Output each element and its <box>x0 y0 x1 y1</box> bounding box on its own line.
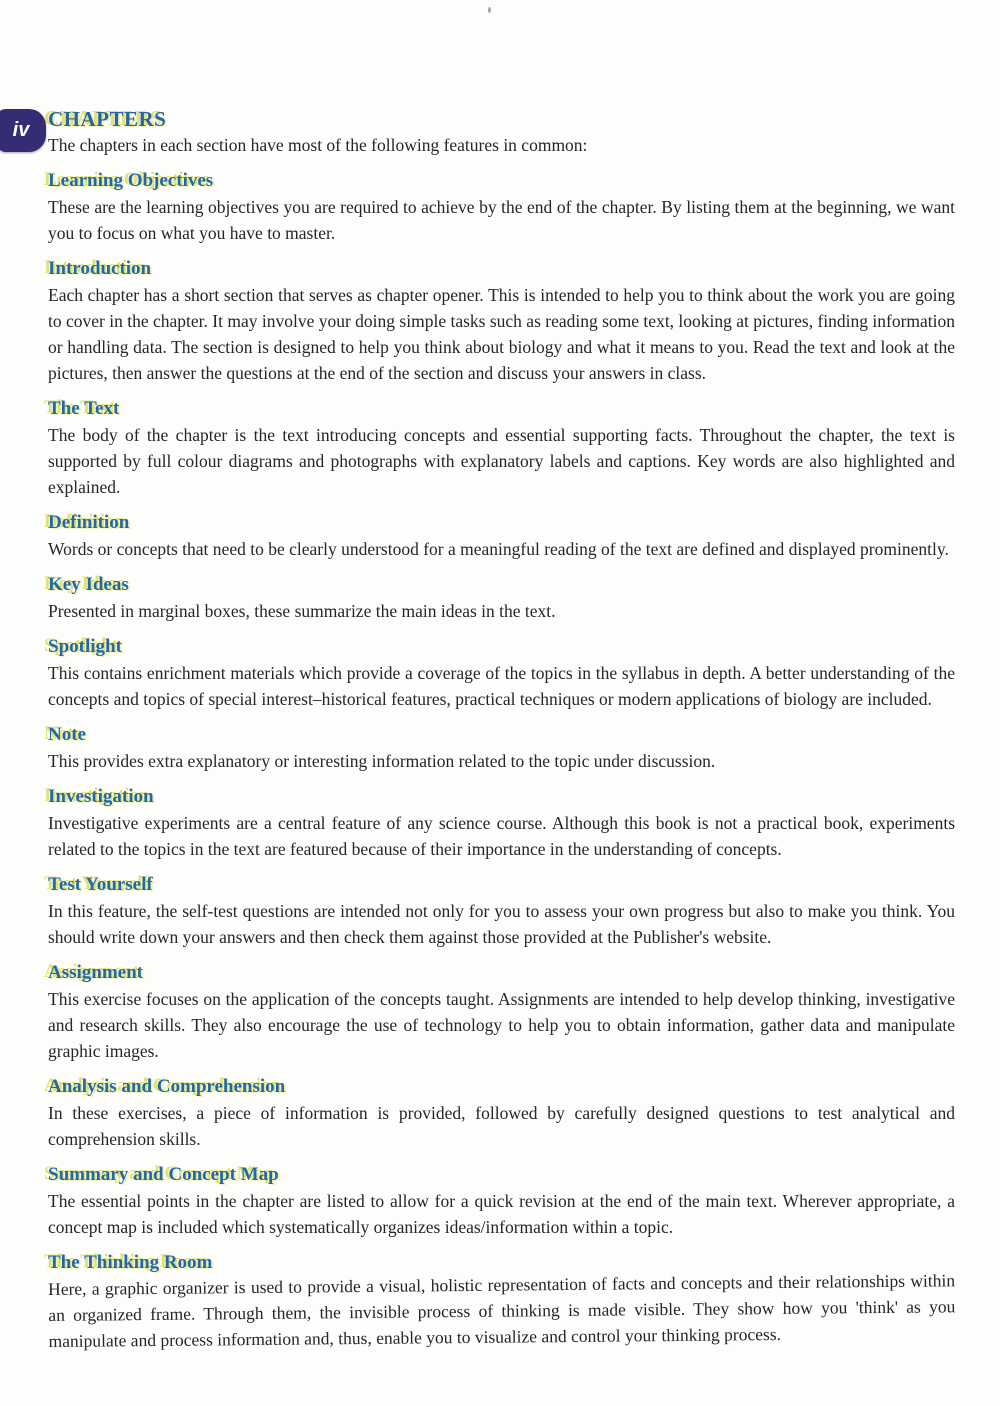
intro-text: The chapters in each section have most of the following features in common: <box>48 135 588 155</box>
section-title: Note <box>48 724 86 745</box>
page-number: iv <box>12 119 30 141</box>
section-title: Analysis and Comprehension <box>48 1076 286 1097</box>
section-body: Presented in marginal boxes, these summarize the main ideas in the text. <box>48 601 556 621</box>
section-title: Investigation <box>48 786 154 807</box>
section-definition <box>48 510 955 562</box>
section-the-thinking-room <box>48 1250 955 1354</box>
section-title: The Text <box>48 398 120 419</box>
section-title: Test Yourself <box>48 874 153 895</box>
section-title: Spotlight <box>48 636 122 657</box>
section-title: Key Ideas <box>48 574 129 595</box>
section-assignment <box>48 960 955 1064</box>
section-body: This contains enrichment materials which provide a coverage of the topics in the syllabus in depth. A better understanding of the concepts and topics of special interest–historical features, practical techniques or modern applications of biology are included. <box>48 663 955 709</box>
section-body: In this feature, the self-test questions are intended not only for you to assess your own progress but also to make you think. You should write down your answers and then check them against those provided at the Publisher's website. <box>48 901 955 947</box>
page-number-badge <box>0 109 46 152</box>
section-note <box>48 722 955 774</box>
section-title: Definition <box>48 512 130 533</box>
scan-artifact-dot <box>488 7 491 13</box>
section-body: The essential points in the chapter are listed to allow for a quick revision at the end of the main text. Wherever appropriate, a concept map is included which systematically organizes ideas/information within a topic. <box>48 1191 955 1237</box>
section-title: Introduction <box>48 258 152 279</box>
section-title: The Thinking Room <box>48 1252 213 1273</box>
section-title: Assignment <box>48 962 144 983</box>
section-test-yourself <box>48 872 955 950</box>
section-body: This exercise focuses on the application of the concepts taught. Assignments are intended to help develop thinking, investigative and research skills. They also encourage the use of technology to help you to obtain information, gather data and manipulate graphic images. <box>48 989 955 1061</box>
section-analysis-and-comprehension <box>48 1074 955 1152</box>
section-body: These are the learning objectives you are required to achieve by the end of the chapter. By listing them at the beginning, we want you to focus on what you have to master. <box>48 197 955 243</box>
section-body: Each chapter has a short section that serves as chapter opener. This is intended to help you to think about the work you are going to cover in the chapter. It may involve your doing simple tasks such as reading some text, looking at pictures, finding information or handling data. The section is designed to help you think about biology and what it means to you. Read the text and look at the pictures, then answer the questions at the end of the section and discuss your answers in class. <box>48 285 955 383</box>
section-investigation <box>48 784 955 862</box>
section-learning-objectives <box>48 168 955 246</box>
section-title: Learning Objectives <box>48 170 214 191</box>
section-the-text <box>48 396 955 500</box>
page-title: CHAPTERS <box>48 107 167 131</box>
section-key-ideas <box>48 572 955 624</box>
section-body: The body of the chapter is the text introducing concepts and essential supporting facts. Throughout the chapter, the text is supported by full colour diagrams and photographs with explanatory labels and captions. Key words are also highlighted and explained. <box>48 425 955 497</box>
section-body: Investigative experiments are a central feature of any science course. Although this book is not a practical book, experiments related to the topics in the text are featured because of their importance in the understanding of concepts. <box>48 813 955 859</box>
section-body: Here, a graphic organizer is used to provide a visual, holistic representation of facts and concepts and their relationships within an organized frame. Through them, the invisible process of thinking is made visible. They show how you 'think' as you manipulate and process information and, thus, enable you to visualize and control your thinking process. <box>48 1270 956 1351</box>
section-body: In these exercises, a piece of information is provided, followed by carefully designed questions to test analytical and comprehension skills. <box>48 1103 955 1149</box>
section-introduction <box>48 256 955 386</box>
section-title: Summary and Concept Map <box>48 1164 279 1185</box>
section-body: Words or concepts that need to be clearly understood for a meaningful reading of the text are defined and displayed prominently. <box>48 539 949 559</box>
section-summary-and-concept-map <box>48 1162 955 1240</box>
section-body: This provides extra explanatory or interesting information related to the topic under discussion. <box>48 751 716 771</box>
section-spotlight <box>48 634 955 712</box>
